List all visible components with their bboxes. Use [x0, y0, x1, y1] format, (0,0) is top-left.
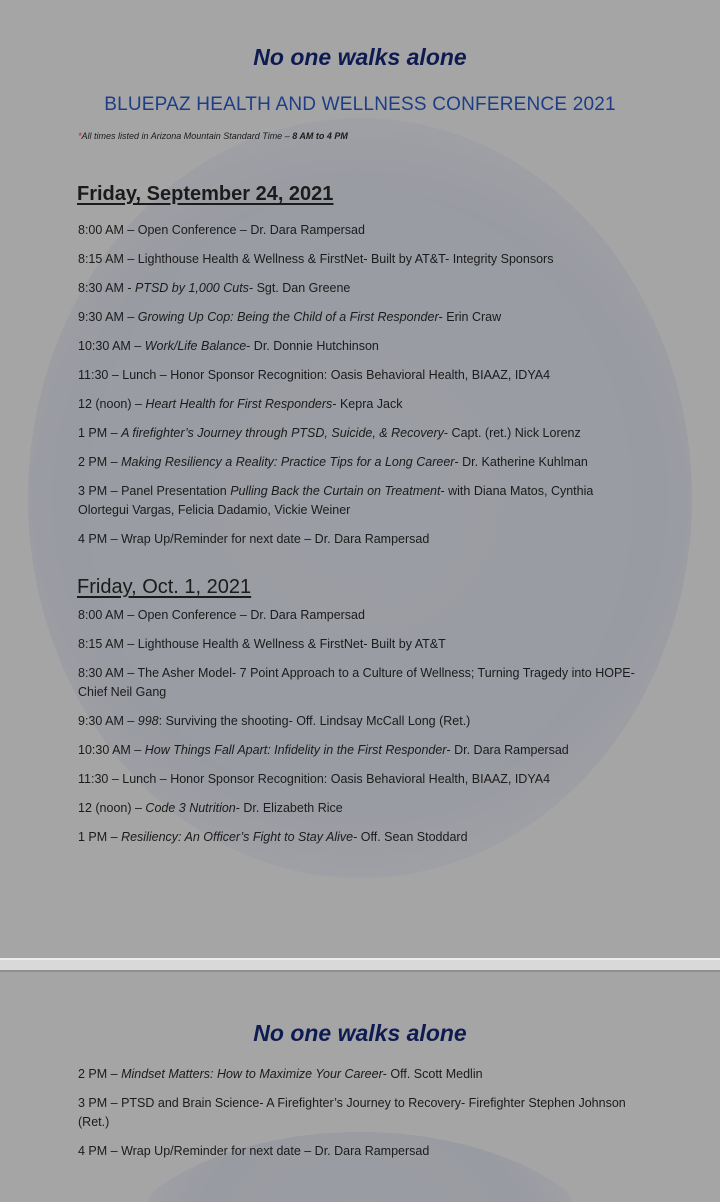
day1-heading: Friday, September 24, 2021 — [77, 183, 334, 205]
schedule-page-2 — [0, 972, 720, 1202]
schedule-item: 10:30 AM – Work/Life Balance- Dr. Donnie Hutchinson — [78, 339, 379, 353]
schedule-item: 10:30 AM – How Things Fall Apart: Infidelity in the First Responder- Dr. Dara Rampersad — [78, 743, 569, 757]
schedule-item: 8:30 AM – The Asher Model- 7 Point Approach to a Culture of Wellness; Turning Tragedy into HOPE- Chief Neil Gang — [78, 666, 635, 699]
conference-title: BLUEPAZ HEALTH AND WELLNESS CONFERENCE 2021 — [104, 94, 616, 115]
schedule-item: 1 PM – Resiliency: An Officer’s Fight to Stay Alive- Off. Sean Stoddard — [78, 830, 468, 844]
schedule-item: 8:00 AM – Open Conference – Dr. Dara Rampersad — [78, 608, 365, 622]
schedule-item: 4 PM – Wrap Up/Reminder for next date – Dr. Dara Rampersad — [78, 532, 430, 546]
schedule-item: 3 PM – Panel Presentation Pulling Back the Curtain on Treatment- with Diana Matos, Cynthia Olortegui Vargas, Felicia Dadamio, Vickie Weiner — [78, 484, 594, 517]
schedule-item: 9:30 AM – 998: Surviving the shooting- Off. Lindsay McCall Long (Ret.) — [78, 714, 471, 728]
schedule-item: 4 PM – Wrap Up/Reminder for next date – Dr. Dara Rampersad — [78, 1144, 430, 1158]
schedule-item: 2 PM – Making Resiliency a Reality: Practice Tips for a Long Career- Dr. Katherine Kuhlman — [78, 455, 588, 469]
schedule-item: 9:30 AM – Growing Up Cop: Being the Child of a First Responder- Erin Craw — [78, 310, 502, 324]
schedule-item: 3 PM – PTSD and Brain Science- A Firefighter’s Journey to Recovery- Firefighter Stephen Johnson (Ret.) — [78, 1096, 626, 1129]
schedule-item: 11:30 – Lunch – Honor Sponsor Recognition: Oasis Behavioral Health, BIAAZ, IDYA4 — [78, 368, 551, 382]
slogan-heading: No one walks alone — [253, 1020, 467, 1046]
slogan-heading: No one walks alone — [253, 44, 467, 70]
schedule-item: 12 (noon) – Code 3 Nutrition- Dr. Elizabeth Rice — [78, 801, 343, 815]
schedule-item: 8:30 AM - PTSD by 1,000 Cuts- Sgt. Dan Greene — [78, 281, 351, 295]
schedule-item: 2 PM – Mindset Matters: How to Maximize Your Career- Off. Scott Medlin — [78, 1067, 483, 1081]
schedule-item: 11:30 – Lunch – Honor Sponsor Recognition: Oasis Behavioral Health, BIAAZ, IDYA4 — [78, 772, 551, 786]
page-separator — [0, 958, 720, 972]
schedule-item: 12 (noon) – Heart Health for First Responders- Kepra Jack — [78, 397, 403, 411]
schedule-item: 8:00 AM – Open Conference – Dr. Dara Rampersad — [78, 223, 365, 237]
schedule-item: 1 PM – A firefighter’s Journey through PTSD, Suicide, & Recovery- Capt. (ret.) Nick Lorenz — [78, 426, 581, 440]
schedule-item: 8:15 AM – Lighthouse Health & Wellness & FirstNet- Built by AT&T- Integrity Sponsors — [78, 252, 554, 266]
timezone-note: *All times listed in Arizona Mountain Standard Time – 8 AM to 4 PM — [78, 131, 348, 141]
schedule-item: 8:15 AM – Lighthouse Health & Wellness & FirstNet- Built by AT&T — [78, 637, 446, 651]
day2-heading: Friday, Oct. 1, 2021 — [77, 576, 252, 598]
